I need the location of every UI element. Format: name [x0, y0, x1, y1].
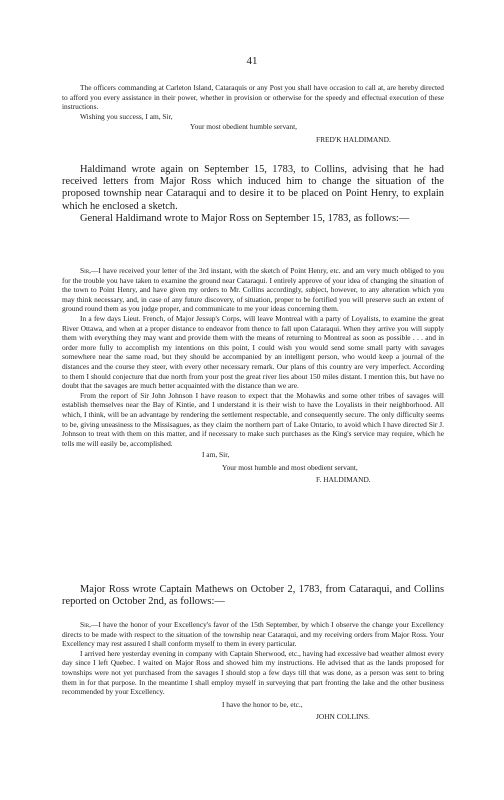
narrative-paragraph-2: [62, 584, 444, 608]
paragraph-text: —I have received your letter of the 3rd instant, with the sketch of Point Henry, etc. and am very much obliged to you for the trouble you have taken to examine the ground near Cataraqui. I entirely approve of your idea of changing the situation of the town to Point Henry, and have given my orders to Mr. Collins accordingly, subject, however, to any alteration which you may think necessary, and, in case of any future discovery, of situation, proper to be fortified you will preserve such an extent of ground round them as you judge proper, and communicate to me your ideas concerning them.: [62, 266, 444, 314]
letter-haldimand-to-ross: [62, 266, 444, 485]
signature: F. HALDIMAND.: [316, 475, 371, 485]
signature: JOHN COLLINS.: [316, 712, 370, 722]
paragraph: The officers commanding at Carleton Island, Cataraquis or any Post you shall have occasion to call at, are hereby directed to afford you every assistance in their power, whether in provision or otherwise for the speedy and effectual execution of these instructions.: [62, 83, 444, 112]
letter-collins: [62, 620, 444, 722]
paragraph: General Haldimand wrote to Major Ross on September 15, 1783, as follows:—: [80, 212, 410, 224]
paragraph-text: —I have the honor of your Excellency's favor of the 15th September, by which I observe the change your Excellency directs to be made with respect to the situation of the township near Cataraqui, and my receiving orders from Major Ross. Your Excellency may rest assured I shall conform myself to them in every particular.: [62, 620, 444, 649]
paragraph: [62, 620, 444, 649]
paragraph: I arrived here yesterday evening in company with Captain Sherwood, etc., having had excessive bad weather almost every day since I left Quebec. I waited on Major Ross and showed him my instructions. He advised that as the lands proposed for townships were not yet purchased from the savages I should stop a few days till that was done, as a person was sent to bring them in for that purpose. In the meantime I shall employ myself in surveying that part fronting the lake and the other business recommended by your Excellency.: [62, 648, 444, 697]
paragraph: Wishing you success, I am, Sir,: [80, 111, 173, 121]
narrative-paragraph-1: [62, 164, 444, 225]
closing-line: Your most humble and most obedient servant,: [222, 462, 358, 472]
page-number: 41: [246, 55, 258, 67]
paragraph: Haldimand wrote again on September 15, 1783, to Collins, advising that he had received letters from Major Ross which induced him to change the situation of the proposed township near Cataraqui and to desire it to be placed on Point Henry, to explain which he enclosed a sketch.: [62, 164, 444, 212]
signature: FRED'K HALDIMAND.: [316, 134, 391, 144]
closing-line: I am, Sir,: [202, 450, 230, 460]
paragraph: From the report of Sir John Johnson I have reason to expect that the Mohawks and some other tribes of savages will establish themselves near the Bay of Kintie, and I understand it is their wish to have the Loyalists in their neighborhood. All which, I think, will be an advantage by rendering the settlement respectable, and consequently secure. The only difficulty seems to be, giving uneasiness to the Missisagues, as they claim the northern part of Lake Ontario, to avoid which I have directed Sir J. Johnson to treat with them on this matter, and if necessary to make such purchases as the King's service may require, which he tells me will easily be, accomplished.: [62, 390, 444, 448]
salutation: Sir,: [80, 266, 91, 275]
closing-line: I have the honor to be, etc.,: [222, 699, 303, 709]
paragraph: In a few days Lieut. French, of Major Jessup's Corps, will leave Montreal with a party of Loyalists, to examine the great River Ottawa, and when at a proper distance to endeavor from thence to fall upon Cataraqui. When they arrive you will supply them with everything they may want and provide them with the means of returning to Montreal as soon as possible . . . and in order more fully to accomplish my intentions on this point, I could wish you would send some small party with savages somewhere near the same road, but they should be accompanied by an intelligent person, who would keep a journal of the distances and the course they steer, with every other necessary remark. Our plans of this country are very imperfect. According to them I should conjecture that due north from your post the great river lies about 150 miles distant. I mention this, but have no doubt that the savages are much better acquainted with the distance than we are.: [62, 313, 444, 391]
paragraph: [62, 266, 444, 314]
salutation: Sir,: [80, 620, 91, 629]
closing-line: Your most obedient humble servant,: [190, 122, 298, 132]
letter-excerpt-1: [62, 83, 444, 145]
paragraph: Major Ross wrote Captain Mathews on October 2, 1783, from Cataraqui, and Collins reported on October 2nd, as follows:—: [62, 584, 444, 608]
